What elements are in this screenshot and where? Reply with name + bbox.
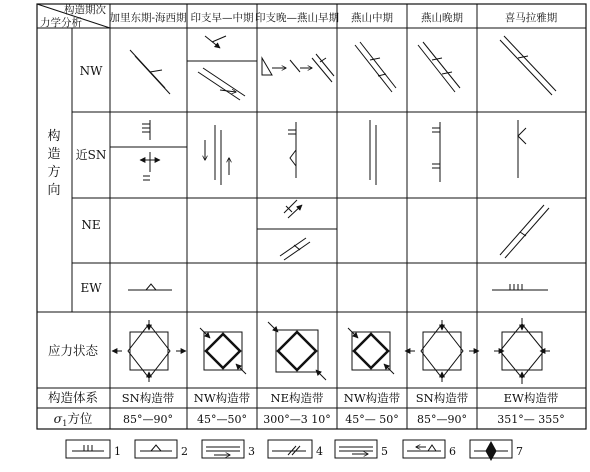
sn-fault-symbol-1 — [140, 120, 160, 180]
ew-fault-symbol-1 — [128, 284, 172, 290]
row-label-ew: EW — [80, 281, 102, 295]
period-header-5: 燕山晚期 — [421, 12, 463, 24]
legend-number-7: 7 — [516, 445, 523, 458]
legend-item-7 — [470, 440, 512, 460]
legend-number-4: 4 — [316, 445, 323, 458]
period-header-2: 印支早—中期 — [190, 12, 254, 24]
sn-fault-symbol-2 — [205, 125, 229, 185]
legend-item-5 — [335, 440, 377, 458]
period-header-1: 加里东期-海西期 — [109, 12, 187, 24]
legend-number-5: 5 — [381, 445, 388, 458]
legend-number-3: 3 — [248, 445, 255, 458]
ne-fault-symbol-3 — [280, 200, 310, 260]
system-cell-6: EW构造带 — [503, 391, 559, 405]
orientation-cell-4: 45°— 50° — [345, 413, 399, 426]
row-label-sn: 近SN — [75, 148, 107, 162]
nw-fault-symbol-4 — [355, 42, 396, 92]
legend-number-2: 2 — [181, 445, 188, 458]
nw-fault-symbol-1 — [130, 50, 170, 94]
period-header-6: 喜马拉雅期 — [504, 12, 558, 24]
system-cell-3: NE构造带 — [270, 391, 324, 405]
group-label-char-2: 造 — [47, 147, 61, 162]
orientation-cell-1: 85°—90° — [123, 413, 173, 426]
sigma-orientation-label: $\sigma_1$方位 — [53, 411, 93, 428]
system-cell-4: NW构造带 — [343, 391, 401, 405]
nw-fault-symbol-5 — [418, 42, 460, 92]
sn-row-symbols — [140, 120, 526, 185]
ne-row-symbols — [280, 200, 549, 260]
row-label-nw: NW — [79, 64, 103, 78]
stress-state-symbol-3 — [268, 322, 326, 380]
stress-state-symbol-1 — [112, 320, 186, 382]
period-header-4: 燕山中期 — [351, 12, 393, 24]
system-cell-2: NW构造带 — [193, 391, 251, 405]
legend-item-3 — [202, 440, 244, 458]
stress-state-symbol-2 — [200, 328, 246, 374]
period-header-3: 印支晚—燕山早期 — [255, 12, 339, 24]
group-label-char-3: 方 — [47, 165, 61, 180]
stress-state-symbol-4 — [348, 328, 394, 374]
row-label-ne: NE — [81, 218, 101, 232]
legend-number-6: 6 — [449, 445, 456, 458]
group-label-char-1: 构 — [47, 129, 61, 144]
orientation-cell-2: 45°—50° — [197, 413, 247, 426]
nw-fault-symbol-6 — [500, 36, 556, 95]
sn-fault-symbol-5 — [432, 122, 440, 182]
corner-bottom-label: 力学分析 — [40, 17, 82, 29]
legend-item-2 — [135, 440, 177, 458]
legend-number-1: 1 — [114, 445, 121, 458]
system-cell-5: SN构造带 — [415, 391, 469, 405]
legend-item-6 — [403, 440, 445, 458]
group-label-char-4: 向 — [47, 183, 61, 198]
system-cell-1: SN构造带 — [121, 391, 175, 405]
nw-row-symbols — [130, 36, 556, 100]
stress-state-row — [112, 318, 550, 384]
ne-fault-symbol-6 — [500, 205, 549, 258]
ew-row-symbols — [128, 284, 548, 290]
legend-item-4 — [268, 440, 312, 458]
legend — [66, 440, 512, 460]
stress-state-label: 应力状态 — [47, 343, 99, 358]
sn-fault-symbol-3 — [288, 122, 296, 178]
nw-fault-symbol-2 — [198, 36, 245, 100]
sn-fault-symbol-6 — [518, 120, 526, 178]
orientation-cell-3: 300°—3 10° — [263, 413, 331, 426]
sn-fault-symbol-4 — [370, 120, 376, 185]
orientation-cell-5: 85°—90° — [417, 413, 467, 426]
ew-fault-symbol-6 — [492, 284, 548, 290]
legend-item-1 — [66, 440, 110, 458]
orientation-cell-6: 351°— 355° — [497, 413, 565, 426]
structural-system-label: 构造体系 — [47, 390, 99, 405]
stress-state-symbol-6 — [494, 318, 550, 384]
stress-state-symbol-5 — [405, 320, 479, 382]
nw-fault-symbol-3 — [262, 54, 334, 82]
corner-top-label: 构造期次 — [64, 4, 106, 16]
